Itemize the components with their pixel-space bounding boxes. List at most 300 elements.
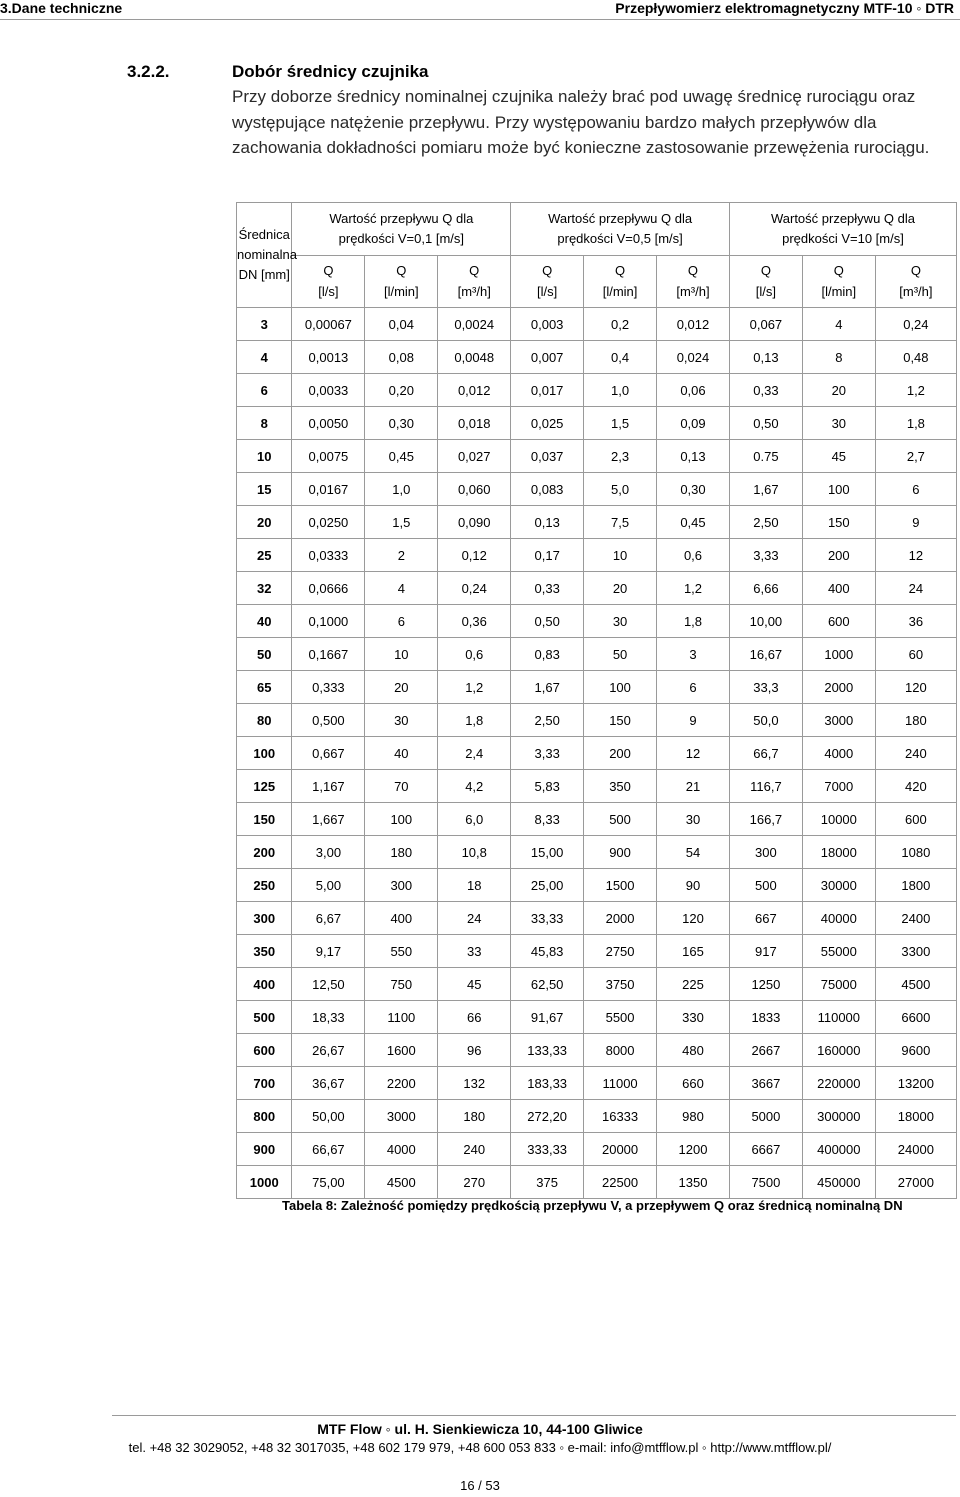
flow-value-cell: 40000: [802, 902, 875, 935]
flow-value-cell: 0,45: [365, 440, 438, 473]
flow-value-cell: 10: [365, 638, 438, 671]
flow-value-cell: 0,0048: [438, 341, 511, 374]
table-row: [237, 341, 957, 374]
flow-value-cell: 330: [657, 1001, 730, 1034]
flow-value-cell: 0,017: [511, 374, 584, 407]
flow-value-cell: 0,1667: [292, 638, 365, 671]
flow-value-cell: 3: [657, 638, 730, 671]
flow-value-cell: 20: [584, 572, 657, 605]
flow-value-cell: 375: [511, 1166, 584, 1199]
group-header-v01: Wartość przepływu Q dla prędkości V=0,1 [m/s]: [292, 203, 511, 256]
table-row: [237, 1133, 957, 1166]
flow-value-cell: 225: [657, 968, 730, 1001]
dn-cell: 100: [237, 737, 292, 770]
flow-value-cell: 7500: [729, 1166, 802, 1199]
table-row: [237, 308, 957, 341]
flow-value-cell: 2400: [875, 902, 956, 935]
table-row: [237, 572, 957, 605]
flow-value-cell: 13200: [875, 1067, 956, 1100]
table-row: [237, 869, 957, 902]
dn-cell: 400: [237, 968, 292, 1001]
table-row: [237, 1100, 957, 1133]
table-row: [237, 1001, 957, 1034]
flow-value-cell: 5,0: [584, 473, 657, 506]
table-row: [237, 605, 957, 638]
flow-value-cell: 200: [802, 539, 875, 572]
flow-value-cell: 750: [365, 968, 438, 1001]
flow-value-cell: 0,024: [657, 341, 730, 374]
flow-value-cell: 1,2: [875, 374, 956, 407]
flow-value-cell: 40: [365, 737, 438, 770]
flow-value-cell: 8000: [584, 1034, 657, 1067]
dn-cell: 500: [237, 1001, 292, 1034]
flow-value-cell: 350: [584, 770, 657, 803]
flow-value-cell: 1250: [729, 968, 802, 1001]
flow-value-cell: 0,09: [657, 407, 730, 440]
flow-value-cell: 66: [438, 1001, 511, 1034]
flow-value-cell: 3750: [584, 968, 657, 1001]
flow-value-cell: 3,33: [729, 539, 802, 572]
flow-value-cell: 110000: [802, 1001, 875, 1034]
flow-value-cell: 0,0050: [292, 407, 365, 440]
unit-header: Q [m³/h]: [657, 256, 730, 308]
table-row: [237, 737, 957, 770]
flow-value-cell: 600: [875, 803, 956, 836]
flow-value-cell: 1100: [365, 1001, 438, 1034]
flow-value-cell: 18000: [875, 1100, 956, 1133]
dn-cell: 600: [237, 1034, 292, 1067]
flow-value-cell: 0,45: [657, 506, 730, 539]
flow-value-cell: 0,24: [875, 308, 956, 341]
flow-value-cell: 0,003: [511, 308, 584, 341]
flow-value-cell: 0,0666: [292, 572, 365, 605]
flow-value-cell: 15,00: [511, 836, 584, 869]
table-row: [237, 506, 957, 539]
flow-value-cell: 1000: [802, 638, 875, 671]
flow-value-cell: 0,33: [511, 572, 584, 605]
flow-value-cell: 180: [875, 704, 956, 737]
dn-cell: 40: [237, 605, 292, 638]
flow-value-cell: 12: [657, 737, 730, 770]
flow-value-cell: 300: [729, 836, 802, 869]
flow-value-cell: 220000: [802, 1067, 875, 1100]
flow-value-cell: 20: [802, 374, 875, 407]
table-row: [237, 671, 957, 704]
table-body: [237, 308, 957, 1199]
flow-value-cell: 150: [584, 704, 657, 737]
unit-header: Q [m³/h]: [438, 256, 511, 308]
flow-value-cell: 10: [584, 539, 657, 572]
flow-value-cell: 6,66: [729, 572, 802, 605]
flow-value-cell: 36,67: [292, 1067, 365, 1100]
flow-value-cell: 4: [802, 308, 875, 341]
flow-value-cell: 0,0013: [292, 341, 365, 374]
table-row: [237, 440, 957, 473]
header-divider: [0, 19, 960, 20]
flow-value-cell: 300000: [802, 1100, 875, 1133]
dn-cell: 65: [237, 671, 292, 704]
dn-cell: 700: [237, 1067, 292, 1100]
flow-value-cell: 1,8: [657, 605, 730, 638]
flow-value-cell: 480: [657, 1034, 730, 1067]
flow-value-cell: 1,0: [584, 374, 657, 407]
flow-value-cell: 0,83: [511, 638, 584, 671]
footer-company: MTF Flow ◦ ul. H. Sienkiewicza 10, 44-100 Gliwice: [317, 1421, 643, 1437]
flow-value-cell: 0,0075: [292, 440, 365, 473]
table-row: [237, 968, 957, 1001]
flow-value-cell: 2000: [584, 902, 657, 935]
flow-value-cell: 400: [365, 902, 438, 935]
flow-value-cell: 18,33: [292, 1001, 365, 1034]
flow-value-cell: 9,17: [292, 935, 365, 968]
dn-cell: 15: [237, 473, 292, 506]
dn-cell: 80: [237, 704, 292, 737]
unit-header: Q [l/min]: [365, 256, 438, 308]
flow-value-cell: 0,0333: [292, 539, 365, 572]
flow-value-cell: 0,027: [438, 440, 511, 473]
dn-cell: 6: [237, 374, 292, 407]
group-header-v05: Wartość przepływu Q dla prędkości V=0,5 [m/s]: [511, 203, 730, 256]
flow-value-cell: 1,5: [584, 407, 657, 440]
flow-value-cell: 333,33: [511, 1133, 584, 1166]
flow-value-cell: 20: [365, 671, 438, 704]
flow-value-cell: 4,2: [438, 770, 511, 803]
flow-value-cell: 55000: [802, 935, 875, 968]
flow-value-cell: 300: [365, 869, 438, 902]
flow-value-cell: 0,012: [657, 308, 730, 341]
flow-value-cell: 36: [875, 605, 956, 638]
flow-value-cell: 2,50: [511, 704, 584, 737]
flow-value-cell: 0,20: [365, 374, 438, 407]
flow-value-cell: 100: [584, 671, 657, 704]
table-row: [237, 803, 957, 836]
flow-value-cell: 6: [875, 473, 956, 506]
flow-value-cell: 25,00: [511, 869, 584, 902]
flow-value-cell: 18000: [802, 836, 875, 869]
flow-value-cell: 66,7: [729, 737, 802, 770]
flow-value-cell: 1500: [584, 869, 657, 902]
flow-value-cell: 1,67: [511, 671, 584, 704]
flow-value-cell: 10,00: [729, 605, 802, 638]
dn-cell: 300: [237, 902, 292, 935]
flow-value-cell: 50,00: [292, 1100, 365, 1133]
flow-value-cell: 272,20: [511, 1100, 584, 1133]
flow-value-cell: 2667: [729, 1034, 802, 1067]
flow-value-cell: 1,667: [292, 803, 365, 836]
flow-value-cell: 24: [875, 572, 956, 605]
flow-value-cell: 0,2: [584, 308, 657, 341]
flow-value-cell: 3667: [729, 1067, 802, 1100]
dn-cell: 32: [237, 572, 292, 605]
unit-header: Q [m³/h]: [875, 256, 956, 308]
flow-value-cell: 8: [802, 341, 875, 374]
section-title: Dobór średnicy czujnika: [232, 62, 429, 81]
flow-value-cell: 75000: [802, 968, 875, 1001]
flow-value-cell: 400: [802, 572, 875, 605]
flow-value-cell: 6: [365, 605, 438, 638]
dn-cell: 3: [237, 308, 292, 341]
flow-value-cell: 0,4: [584, 341, 657, 374]
flow-value-cell: 3,33: [511, 737, 584, 770]
footer-divider: [112, 1415, 956, 1416]
flow-value-cell: 9600: [875, 1034, 956, 1067]
flow-value-cell: 270: [438, 1166, 511, 1199]
dn-cell: 25: [237, 539, 292, 572]
flow-value-cell: 91,67: [511, 1001, 584, 1034]
flow-value-cell: 0,0250: [292, 506, 365, 539]
flow-value-cell: 66,67: [292, 1133, 365, 1166]
unit-header: Q [l/s]: [511, 256, 584, 308]
flow-value-cell: 240: [438, 1133, 511, 1166]
section-paragraph: Przy doborze średnicy nominalnej czujnika należy brać pod uwagę średnicę rurociągu oraz występujące natężenie przepływu. Przy występowaniu bardzo małych przepływów dla zachowania dokładności pomiaru może być konieczne zastosowanie przewężenia rurociągu.: [232, 87, 930, 157]
flow-value-cell: 60: [875, 638, 956, 671]
flow-value-cell: 33,33: [511, 902, 584, 935]
flow-value-cell: 120: [657, 902, 730, 935]
table-row: [237, 935, 957, 968]
dn-cell: 50: [237, 638, 292, 671]
flow-value-cell: 30: [802, 407, 875, 440]
flow-value-cell: 0,090: [438, 506, 511, 539]
flow-value-cell: 2000: [802, 671, 875, 704]
flow-value-cell: 0,083: [511, 473, 584, 506]
flow-value-cell: 20000: [584, 1133, 657, 1166]
flow-value-cell: 1200: [657, 1133, 730, 1166]
flow-value-cell: 183,33: [511, 1067, 584, 1100]
table-row: [237, 473, 957, 506]
flow-value-cell: 0,13: [657, 440, 730, 473]
flow-value-cell: 24: [438, 902, 511, 935]
flow-value-cell: 0,6: [657, 539, 730, 572]
flow-value-cell: 667: [729, 902, 802, 935]
flow-value-cell: 7000: [802, 770, 875, 803]
flow-value-cell: 0,037: [511, 440, 584, 473]
flow-value-cell: 0,50: [729, 407, 802, 440]
flow-value-cell: 660: [657, 1067, 730, 1100]
flow-value-cell: 0,6: [438, 638, 511, 671]
flow-value-cell: 6600: [875, 1001, 956, 1034]
flow-value-cell: 200: [584, 737, 657, 770]
flow-value-cell: 11000: [584, 1067, 657, 1100]
table-row: [237, 1067, 957, 1100]
nominal-diameter-header: Średnica nominalna DN [mm]: [237, 203, 292, 308]
flow-value-cell: 96: [438, 1034, 511, 1067]
flow-value-cell: 240: [875, 737, 956, 770]
flow-value-cell: 120: [875, 671, 956, 704]
flow-value-cell: 90: [657, 869, 730, 902]
table-row: [237, 638, 957, 671]
flow-value-cell: 0,060: [438, 473, 511, 506]
flow-value-cell: 1800: [875, 869, 956, 902]
flow-value-cell: 0,24: [438, 572, 511, 605]
flow-value-cell: 10000: [802, 803, 875, 836]
dn-cell: 150: [237, 803, 292, 836]
flow-value-cell: 6667: [729, 1133, 802, 1166]
flow-value-cell: 1350: [657, 1166, 730, 1199]
flow-value-cell: 600: [802, 605, 875, 638]
dn-cell: 350: [237, 935, 292, 968]
dn-cell: 200: [237, 836, 292, 869]
dn-cell: 1000: [237, 1166, 292, 1199]
flow-table: [236, 202, 957, 1199]
flow-value-cell: 2: [365, 539, 438, 572]
flow-value-cell: 30: [365, 704, 438, 737]
flow-value-cell: 180: [365, 836, 438, 869]
flow-value-cell: 18: [438, 869, 511, 902]
flow-value-cell: 0,00067: [292, 308, 365, 341]
flow-value-cell: 10,8: [438, 836, 511, 869]
flow-value-cell: 1080: [875, 836, 956, 869]
flow-value-cell: 0,667: [292, 737, 365, 770]
flow-value-cell: 30: [584, 605, 657, 638]
flow-value-cell: 0,012: [438, 374, 511, 407]
flow-value-cell: 22500: [584, 1166, 657, 1199]
flow-value-cell: 500: [584, 803, 657, 836]
dn-cell: 800: [237, 1100, 292, 1133]
dn-cell: 125: [237, 770, 292, 803]
flow-value-cell: 150: [802, 506, 875, 539]
flow-value-cell: 3300: [875, 935, 956, 968]
header-section-title: 3.Dane techniczne: [0, 0, 123, 16]
flow-value-cell: 24000: [875, 1133, 956, 1166]
dn-cell: 4: [237, 341, 292, 374]
flow-value-cell: 4500: [365, 1166, 438, 1199]
flow-value-cell: 33,3: [729, 671, 802, 704]
flow-value-cell: 30000: [802, 869, 875, 902]
flow-value-cell: 0.75: [729, 440, 802, 473]
flow-value-cell: 2750: [584, 935, 657, 968]
flow-value-cell: 4000: [802, 737, 875, 770]
flow-value-cell: 0,067: [729, 308, 802, 341]
flow-value-cell: 917: [729, 935, 802, 968]
table-row: [237, 1166, 957, 1199]
flow-value-cell: 45: [438, 968, 511, 1001]
flow-value-cell: 21: [657, 770, 730, 803]
flow-value-cell: 0,08: [365, 341, 438, 374]
table-caption: Tabela 8: Zależność pomiędzy prędkością przepływu V, a przepływem Q oraz średnicą nominalną DN: [282, 1198, 903, 1213]
flow-value-cell: 62,50: [511, 968, 584, 1001]
flow-value-cell: 27000: [875, 1166, 956, 1199]
flow-value-cell: 50: [584, 638, 657, 671]
flow-value-cell: 6,0: [438, 803, 511, 836]
flow-value-cell: 0,13: [511, 506, 584, 539]
dn-cell: 8: [237, 407, 292, 440]
flow-value-cell: 5,83: [511, 770, 584, 803]
flow-value-cell: 2,3: [584, 440, 657, 473]
flow-value-cell: 4000: [365, 1133, 438, 1166]
flow-value-cell: 116,7: [729, 770, 802, 803]
flow-value-cell: 160000: [802, 1034, 875, 1067]
flow-value-cell: 0,50: [511, 605, 584, 638]
flow-value-cell: 54: [657, 836, 730, 869]
flow-value-cell: 4: [365, 572, 438, 605]
flow-value-cell: 33: [438, 935, 511, 968]
flow-value-cell: 3000: [802, 704, 875, 737]
unit-header: Q [l/s]: [292, 256, 365, 308]
header-document-title: Przepływomierz elektromagnetyczny MTF-10 ◦ DTR: [615, 0, 954, 16]
table-row: [237, 374, 957, 407]
flow-value-cell: 180: [438, 1100, 511, 1133]
flow-value-cell: 75,00: [292, 1166, 365, 1199]
table-row: [237, 1034, 957, 1067]
flow-value-cell: 0,33: [729, 374, 802, 407]
flow-value-cell: 50,0: [729, 704, 802, 737]
flow-value-cell: 5500: [584, 1001, 657, 1034]
flow-value-cell: 3,00: [292, 836, 365, 869]
table-row: [237, 902, 957, 935]
section-number: 3.2.2.: [127, 62, 170, 81]
flow-value-cell: 900: [584, 836, 657, 869]
flow-value-cell: 0,48: [875, 341, 956, 374]
flow-value-cell: 0,04: [365, 308, 438, 341]
flow-value-cell: 9: [875, 506, 956, 539]
flow-value-cell: 1,167: [292, 770, 365, 803]
unit-header: Q [l/min]: [584, 256, 657, 308]
flow-value-cell: 1,8: [875, 407, 956, 440]
flow-value-cell: 165: [657, 935, 730, 968]
flow-value-cell: 0,025: [511, 407, 584, 440]
flow-value-cell: 132: [438, 1067, 511, 1100]
flow-value-cell: 26,67: [292, 1034, 365, 1067]
flow-value-cell: 16,67: [729, 638, 802, 671]
flow-value-cell: 9: [657, 704, 730, 737]
flow-value-cell: 0,333: [292, 671, 365, 704]
flow-value-cell: 2,4: [438, 737, 511, 770]
flow-value-cell: 420: [875, 770, 956, 803]
flow-value-cell: 7,5: [584, 506, 657, 539]
flow-value-cell: 980: [657, 1100, 730, 1133]
flow-value-cell: 0,13: [729, 341, 802, 374]
table-row: [237, 539, 957, 572]
flow-value-cell: 0,17: [511, 539, 584, 572]
dn-cell: 900: [237, 1133, 292, 1166]
flow-value-cell: 6: [657, 671, 730, 704]
flow-value-cell: 0,0024: [438, 308, 511, 341]
flow-value-cell: 100: [802, 473, 875, 506]
flow-value-cell: 45: [802, 440, 875, 473]
flow-value-cell: 16333: [584, 1100, 657, 1133]
flow-value-cell: 0,018: [438, 407, 511, 440]
flow-value-cell: 100: [365, 803, 438, 836]
flow-value-cell: 70: [365, 770, 438, 803]
flow-value-cell: 4500: [875, 968, 956, 1001]
table-row: [237, 836, 957, 869]
footer-contact: tel. +48 32 3029052, +48 32 3017035, +48 602 179 979, +48 600 053 833 ◦ e-mail: info@mtfflow.pl ◦ http://www.mtfflow.pl/: [128, 1440, 832, 1455]
flow-value-cell: 0,12: [438, 539, 511, 572]
table-row: [237, 770, 957, 803]
dn-cell: 250: [237, 869, 292, 902]
flow-value-cell: 1,2: [657, 572, 730, 605]
flow-value-cell: 0,0167: [292, 473, 365, 506]
flow-value-cell: 1,8: [438, 704, 511, 737]
flow-value-cell: 2200: [365, 1067, 438, 1100]
page-number: 16 / 53: [460, 1478, 500, 1493]
flow-value-cell: 1600: [365, 1034, 438, 1067]
flow-value-cell: 166,7: [729, 803, 802, 836]
flow-value-cell: 133,33: [511, 1034, 584, 1067]
flow-value-cell: 500: [729, 869, 802, 902]
dn-cell: 20: [237, 506, 292, 539]
flow-value-cell: 0,06: [657, 374, 730, 407]
flow-value-cell: 8,33: [511, 803, 584, 836]
flow-value-cell: 0,007: [511, 341, 584, 374]
flow-value-cell: 2,50: [729, 506, 802, 539]
flow-value-cell: 5000: [729, 1100, 802, 1133]
flow-value-cell: 5,00: [292, 869, 365, 902]
flow-value-cell: 1,67: [729, 473, 802, 506]
flow-value-cell: 3000: [365, 1100, 438, 1133]
flow-value-cell: 0,500: [292, 704, 365, 737]
flow-value-cell: 0,30: [365, 407, 438, 440]
